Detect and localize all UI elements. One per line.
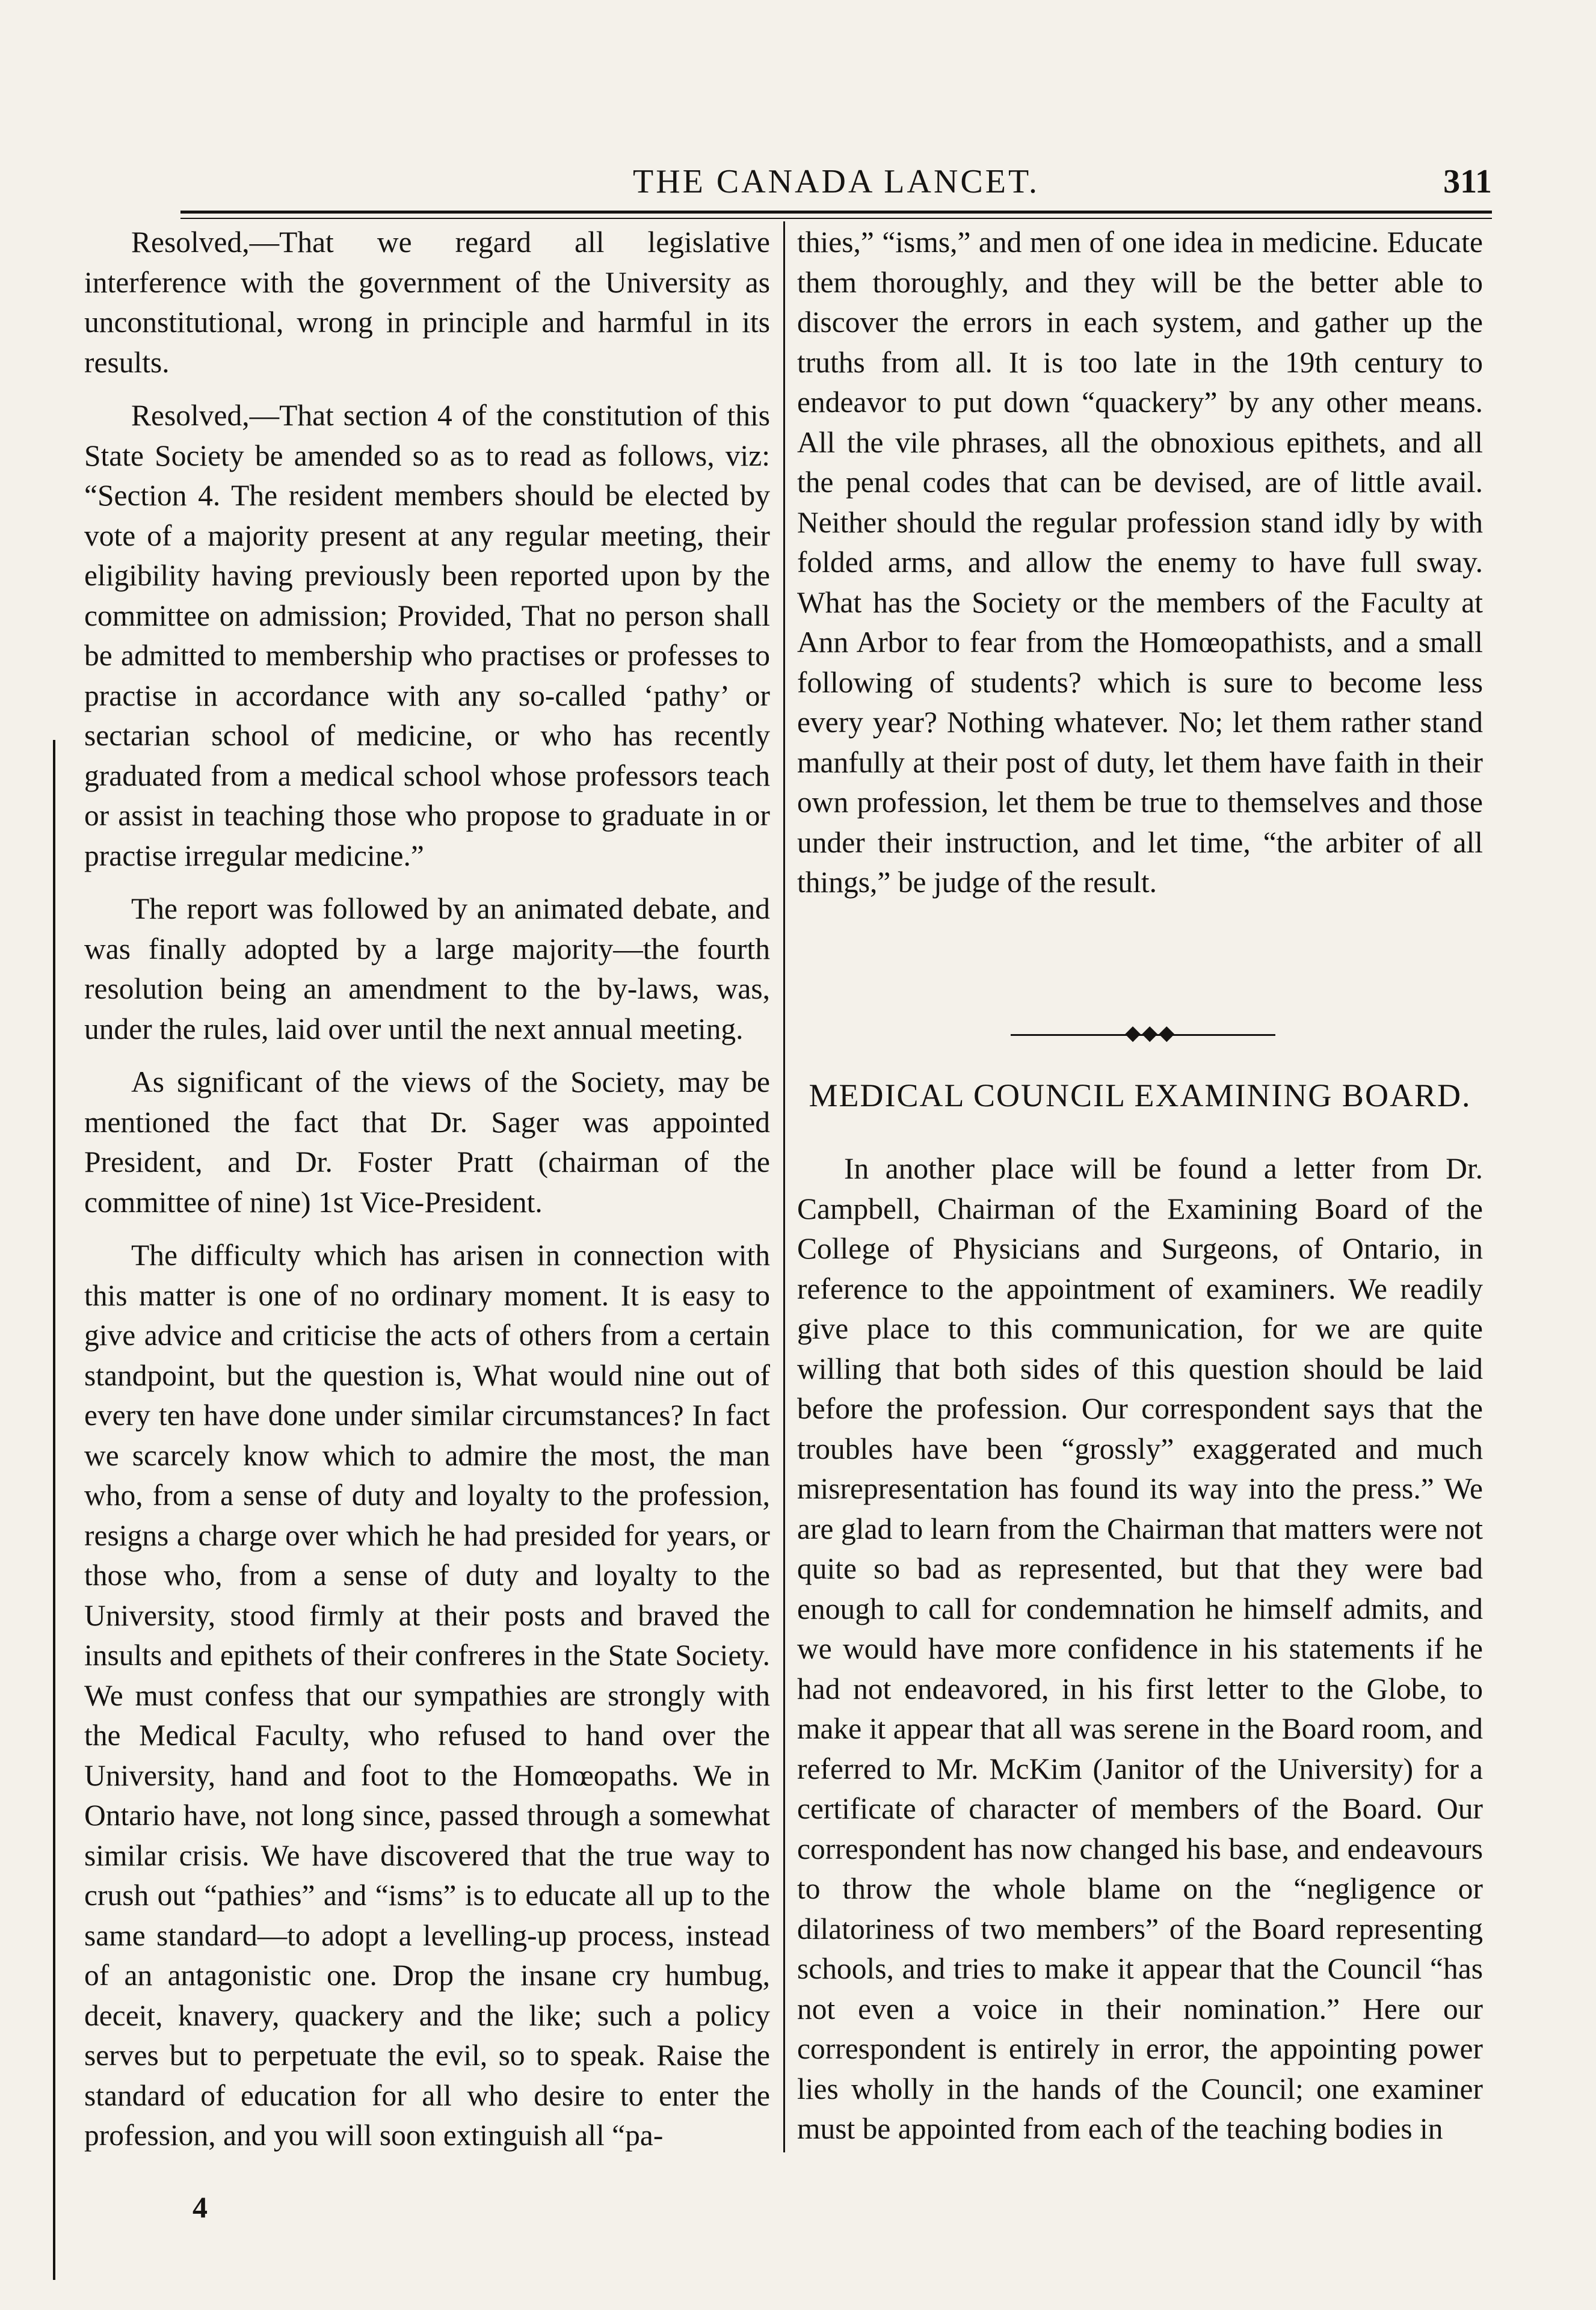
body-paragraph: As significant of the views of the Society, may be mentioned the fact that Dr. Sager was appointed President, and Dr. Foster Pratt (chairman of the committee of nine) 1st Vice-President. [84,1065,770,1219]
left-column [84,223,770,2169]
header-rule-thick [180,211,1492,214]
binding-edge-line [53,740,55,2280]
right-column-section [797,1149,1483,2163]
signature-mark: 4 [193,2190,208,2224]
section-heading: MEDICAL COUNCIL EXAMINING BOARD. [809,1077,1471,1113]
section-separator-ornament [1011,1022,1275,1044]
journal-title: THE CANADA LANCET. [632,163,1040,200]
continuation-paragraph: thies,” “isms,” and men of one idea in medicine. Educate them thoroughly, and they will be the better able to discover the errors in each system, and gather up the truths from all. It is too late in the 19th century to endeavor to put down “quackery” by any other means. All the vile phrases, all the obnoxious epithets, and all the penal codes that can be devised, are of little avail. Neither should the regular profession stand idly by with folded arms, and allow the enemy to have full sway. What has the Society or the members of the Faculty at Ann Arbor to fear from the Homœopathists, and a small following of students? which is sure to become less every year? Nothing whatever. No; let them rather stand manfully at their post of duty, let them have faith in their own profession, let them be true to themselves and those under their instruction, and let time, “the arbiter of all things,” be judge of the result. [797,226,1483,899]
separator-dots-icon: ◆◆◆ [1125,1022,1176,1044]
resolution-paragraph: Resolved,—That section 4 of the constitution of this State Society be amended so as to read as follows, viz: “Section 4. The resident members should be elected by vote of a majority present at any regular meeting, their eligibility having previously been reported upon by the committee on admission; Provided, That no person shall be admitted to membership who practises or professes to practise in accordance with any so-called ‘pathy’ or sectarian school of medicine, or who has recently graduated from a medical school whose professors teach or assist in teaching those who propose to graduate in or practise irregular medicine.” [84,399,770,872]
body-paragraph: The difficulty which has arisen in connection with this matter is one of no ordinary moment. It is easy to give advice and criticise the acts of others from a certain standpoint, but the question is, What would nine out of every ten have done under similar circumstances? In fact we scarcely know which to admire the most, the man who, from a sense of duty and loyalty to the profession, resigns a charge over which he had presided for years, or those who, from a sense of duty and loyalty to the University, stood firmly at their posts and braved the insults and epithets of their confreres in the State Society. We must confess that our sympathies are strongly with the Medical Faculty, who refused to hand over the University, hand and foot to the Homœopaths. We in Ontario have, not long since, passed through a somewhat similar crisis. We have discovered that the true way to crush out “pathies” and “isms” is to educate all up to the same standard—to adopt a levelling-up process, instead of an antagonistic one. Drop the insane cry humbug, deceit, knavery, quackery and the like; such a policy serves but to perpetuate the evil, so to speak. Raise the standard of education for all who desire to enter the profession, and you will soon extinguish all “pa- [84,1239,770,2152]
page-number: 311 [1443,163,1492,200]
running-head [180,150,1492,217]
resolution-paragraph: Resolved,—That we regard all legislative interference with the government of the University as unconstitutional, wrong in principle and harmful in its results. [84,226,770,379]
right-column-top [797,223,1483,916]
header-rule-thin [180,218,1492,219]
column-divider [783,221,785,2152]
body-paragraph: The report was followed by an animated debate, and was finally adopted by a large majority—the fourth resolution being an amendment to the by-laws, was, under the rules, laid over until the next annual meeting. [84,892,770,1046]
section-body-paragraph: In another place will be found a letter from Dr. Campbell, Chairman of the Examining Board of the College of Physicians and Surgeons, of Ontario, in reference to the appointment of examiners. We readily give place to this communication, for we are quite willing that both sides of this question should be laid before the profession. Our correspondent says that the troubles have been “grossly” exaggerated and much misrepresentation has found its way into the press.” We are glad to learn from the Chairman that matters were not quite so bad as represented, but that they were bad enough to call for condemnation he himself admits, and we would have more confidence in his statements if he had not endeavored, in his first letter to the Globe, to make it appear that all was serene in the Board room, and referred to Mr. McKim (Janitor of the University) for a certificate of character of members of the Board. Our correspondent has now changed his base, and endeavours to throw the whole blame on the “negligence or dilatoriness of two members” of the Board representing schools, and tries to make it appear that the Council “has not even a voice in their nomination.” Here our correspondent is entirely in error, the appointing power lies wholly in the hands of the Council; one examiner must be appointed from each of the teaching bodies in [797,1152,1483,2145]
